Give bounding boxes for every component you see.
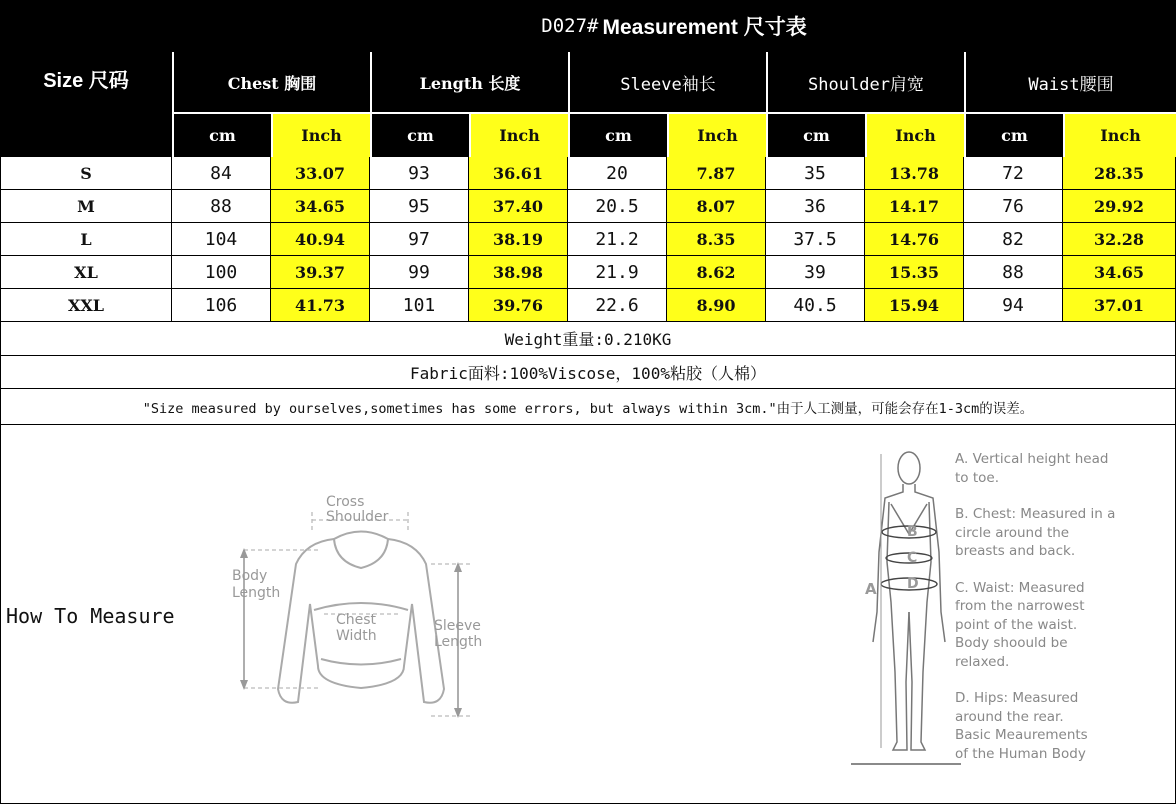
inch-value-cell: 8.35	[667, 223, 766, 256]
weight-row: Weight重量:0.210KG	[0, 322, 1176, 356]
cm-value-cell: 100	[172, 256, 271, 289]
inch-value-cell: 34.65	[1063, 256, 1176, 289]
measurement-notes	[953, 450, 1173, 781]
inch-value-cell: 7.87	[667, 157, 766, 190]
note-a: A. Vertical height head to toe.	[955, 451, 1109, 486]
inch-value-cell: 15.94	[865, 289, 964, 322]
inch-value-cell: 41.73	[271, 289, 370, 322]
inch-value-cell: 38.98	[469, 256, 568, 289]
inch-value-cell: 28.35	[1063, 157, 1176, 190]
body-marker-a: A	[865, 580, 877, 598]
body-diagram	[851, 442, 961, 772]
cm-value-cell: 22.6	[568, 289, 667, 322]
how-to-measure-label: How To Measure	[6, 604, 175, 628]
column-header-shoulder: Shoulder肩宽	[766, 52, 964, 112]
cm-value-cell: 20.5	[568, 190, 667, 223]
inch-value-cell: 39.76	[469, 289, 568, 322]
unit-cm-chest: cm	[172, 112, 271, 157]
inch-value-cell: 8.90	[667, 289, 766, 322]
body-length-label-1: Body	[232, 568, 268, 584]
inch-value-cell: 33.07	[271, 157, 370, 190]
inch-value-cell: 32.28	[1063, 223, 1176, 256]
chest-width-label-1: Chest	[336, 612, 377, 628]
cm-value-cell: 39	[766, 256, 865, 289]
cm-value-cell: 21.9	[568, 256, 667, 289]
note-c: C. Waist: Measured from the narrowest point of the waist. Body shoould be relaxed.	[955, 579, 1085, 670]
body-marker-b: B	[907, 524, 918, 540]
inch-value-cell: 13.78	[865, 157, 964, 190]
inch-value-cell: 14.17	[865, 190, 964, 223]
inch-value-cell: 29.92	[1063, 190, 1176, 223]
size-cell: XL	[0, 256, 172, 289]
inch-value-cell: 38.19	[469, 223, 568, 256]
sleeve-length-label-1: Sleeve	[434, 618, 481, 634]
sweater-diagram	[226, 484, 496, 724]
cm-value-cell: 21.2	[568, 223, 667, 256]
inch-value-cell: 34.65	[271, 190, 370, 223]
cross-shoulder-label-2: Shoulder	[326, 509, 389, 525]
unit-cm-sleeve: cm	[568, 112, 667, 157]
size-cell: XXL	[0, 289, 172, 322]
unit-cm-shoulder: cm	[766, 112, 865, 157]
unit-cm-length: cm	[370, 112, 469, 157]
inch-value-cell: 36.61	[469, 157, 568, 190]
inch-value-cell: 37.40	[469, 190, 568, 223]
size-cell: L	[0, 223, 172, 256]
cm-value-cell: 72	[964, 157, 1063, 190]
body-marker-d: D	[907, 576, 919, 592]
note-d: D. Hips: Measured around the rear. Basic Meaurements of the Human Body	[955, 690, 1088, 762]
inch-value-cell: 8.07	[667, 190, 766, 223]
cm-value-cell: 35	[766, 157, 865, 190]
body-length-label-2: Length	[232, 585, 281, 601]
cm-value-cell: 82	[964, 223, 1063, 256]
cm-value-cell: 101	[370, 289, 469, 322]
inch-value-cell: 37.01	[1063, 289, 1176, 322]
cm-value-cell: 93	[370, 157, 469, 190]
cm-value-cell: 104	[172, 223, 271, 256]
inch-value-cell: 15.35	[865, 256, 964, 289]
cm-value-cell: 40.5	[766, 289, 865, 322]
table-title	[172, 0, 1176, 52]
cross-shoulder-label-1: Cross	[326, 494, 365, 510]
note-b: B. Chest: Measured in a circle around the breasts and back.	[955, 506, 1116, 559]
cm-value-cell: 84	[172, 157, 271, 190]
unit-cm-waist: cm	[964, 112, 1063, 157]
cm-value-cell: 88	[172, 190, 271, 223]
unit-inch-chest: Inch	[271, 112, 370, 157]
cm-value-cell: 36	[766, 190, 865, 223]
cm-value-cell: 76	[964, 190, 1063, 223]
cm-value-cell: 94	[964, 289, 1063, 322]
unit-inch-sleeve: Inch	[667, 112, 766, 157]
cm-value-cell: 37.5	[766, 223, 865, 256]
column-header-waist: Waist腰围	[964, 52, 1176, 112]
size-header: Size 尺码	[0, 0, 172, 157]
size-cell: M	[0, 190, 172, 223]
inch-value-cell: 39.37	[271, 256, 370, 289]
title-code: D027#	[541, 15, 599, 37]
body-marker-c: C	[907, 550, 918, 566]
column-header-length: Length 长度	[370, 52, 568, 112]
cm-value-cell: 95	[370, 190, 469, 223]
column-header-chest: Chest 胸围	[172, 52, 370, 112]
unit-inch-waist: Inch	[1063, 112, 1176, 157]
sleeve-length-label-2: Length	[434, 634, 483, 650]
cm-value-cell: 20	[568, 157, 667, 190]
inch-value-cell: 14.76	[865, 223, 964, 256]
fabric-row: Fabric面料:100%Viscose，100%粘胶（人棉）	[0, 356, 1176, 389]
size-cell: S	[0, 157, 172, 190]
unit-inch-shoulder: Inch	[865, 112, 964, 157]
cm-value-cell: 106	[172, 289, 271, 322]
column-header-sleeve: Sleeve袖长	[568, 52, 766, 112]
how-to-measure-section	[0, 424, 1176, 804]
inch-value-cell: 8.62	[667, 256, 766, 289]
unit-inch-length: Inch	[469, 112, 568, 157]
title-text: Measurement 尺寸表	[602, 16, 807, 39]
cm-value-cell: 97	[370, 223, 469, 256]
chest-width-label-2: Width	[336, 628, 377, 644]
cm-value-cell: 99	[370, 256, 469, 289]
inch-value-cell: 40.94	[271, 223, 370, 256]
cm-value-cell: 88	[964, 256, 1063, 289]
note-row: "Size measured by ourselves,sometimes has some errors, but always within 3cm."由于人工测量，可能会存在1-3cm的误差。	[0, 389, 1176, 425]
